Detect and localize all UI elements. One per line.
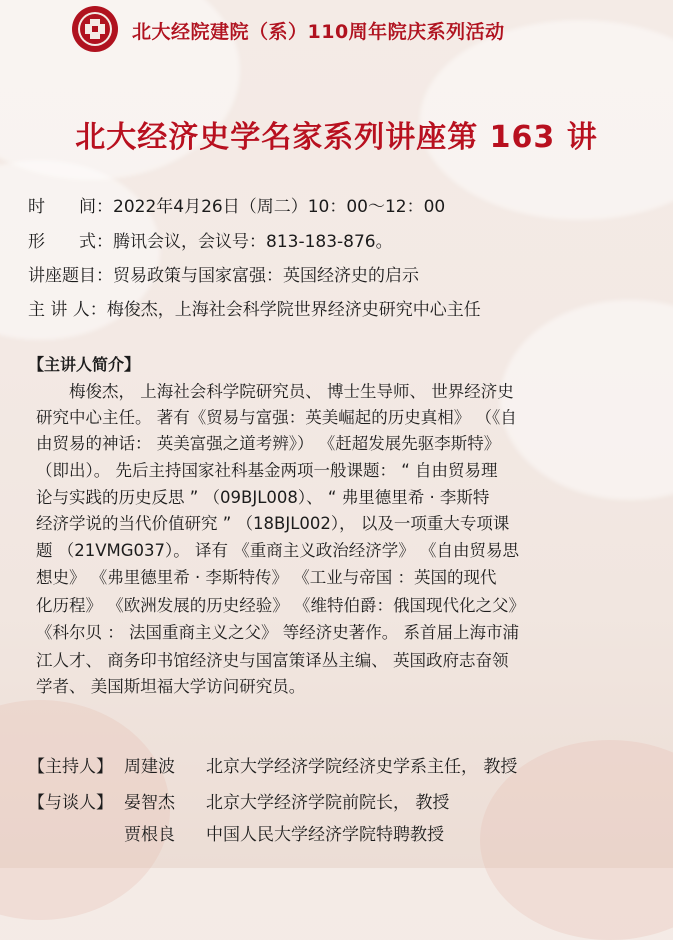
bio-line: 学者、 美国斯坦福大学访问研究员。 [36, 677, 306, 696]
discussant-line [28, 820, 444, 845]
bio-heading: 【主讲人简介】 [28, 355, 141, 374]
role-name: 贾根良 [124, 825, 175, 845]
bio-line: 经济学说的当代价值研究 ” （18BJL002）， 以及一项重大专项课 [36, 514, 510, 533]
info-speaker [28, 295, 481, 320]
event-series-header: 北大经院建院（系）110周年院庆系列活动 [132, 21, 505, 43]
info-time [28, 192, 445, 217]
bio-line: 由贸易的神话： 英美富强之道考辨》） 《赶超发展先驱李斯特》 [36, 434, 501, 453]
discussant-line [28, 788, 449, 813]
info-value: 梅俊杰，上海社会科学院世界经济史研究中心主任 [106, 300, 481, 320]
bio-line: 《科尔贝 ： 法国重商主义之父》 等经济史著作。 系首届上海市浦 [36, 623, 519, 642]
info-topic [28, 261, 419, 286]
bio-line: 江人才、 商务印书馆经济史与国富策译丛主编、 英国政府志奋领 [36, 651, 509, 670]
bio-line: 化历程》 《欧洲发展的历史经验》 《维特伯爵：俄国现代化之父》 [36, 596, 525, 615]
role-label: 【与谈人】 [28, 793, 113, 813]
info-format [28, 227, 393, 252]
info-label: 主 讲 人： [28, 300, 107, 320]
background-cloud [500, 300, 673, 500]
info-label: 讲座题目： [28, 266, 113, 286]
bio-line: 题 （21VMG037）。 译有 《重商主义政治经济学》 《自由贸易思 [36, 541, 520, 560]
role-name: 周建波 [124, 757, 175, 777]
info-value: 2022年4月26日（周二）10：00～12：00 [113, 197, 446, 217]
host-line [28, 752, 517, 777]
role-desc: 北京大学经济学院前院长， 教授 [206, 793, 450, 813]
role-desc: 北京大学经济学院经济史学系主任， 教授 [206, 757, 518, 777]
info-label: 时 间： [28, 197, 113, 217]
info-label: 形 式： [28, 232, 113, 252]
bio-line: （即出）。 先后主持国家社科基金两项一般课题： “ 自由贸易理 [36, 461, 498, 480]
info-value: 腾讯会议，会议号：813-183-876。 [113, 232, 393, 252]
info-value: 贸易政策与国家富强：英国经济史的启示 [113, 266, 419, 286]
bio-line: 研究中心主任。 著有《贸易与富强：英美崛起的历史真相》 （《自 [36, 408, 517, 427]
lecture-title: 北大经济史学名家系列讲座第 163 讲 [75, 120, 598, 155]
bio-line: 想史》 《弗里德里希 · 李斯特传》 《工业与帝国 ：英国的现代 [36, 568, 497, 587]
bio-line: 梅俊杰， 上海社会科学院研究员、 博士生导师、 世界经济史 [36, 382, 514, 401]
peking-university-seal-icon [70, 4, 120, 54]
role-name: 晏智杰 [124, 793, 175, 813]
role-desc: 中国人民大学经济学院特聘教授 [206, 825, 444, 845]
bio-line: 论与实践的历史反思 ” （09BJL008）、 “ 弗里德里希 · 李斯特 [36, 488, 490, 507]
role-label: 【主持人】 [28, 757, 113, 777]
